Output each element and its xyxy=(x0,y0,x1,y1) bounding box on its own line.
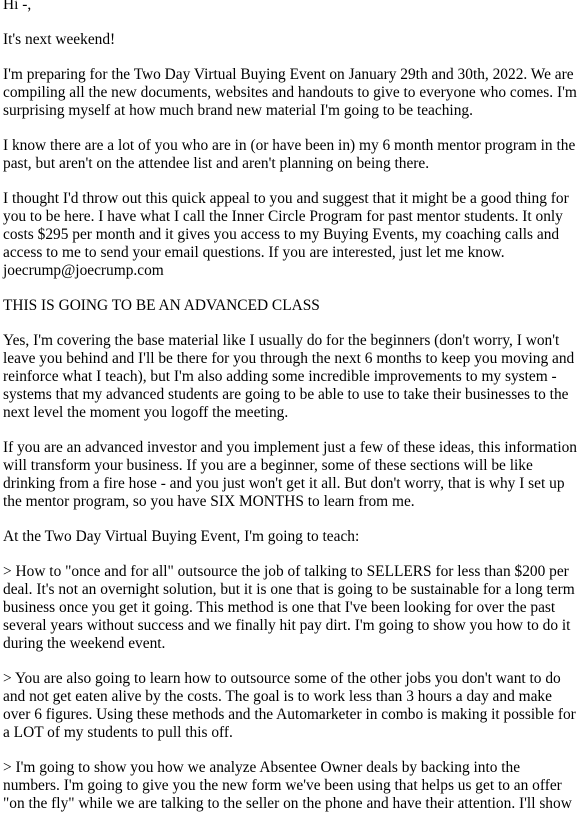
base-material-paragraph: Yes, I'm covering the base material like I usually do for the beginners (don't worry, I won't leave you behind and I'll be there for you through the next 6 months to keep you moving and reinforce what I teach), but I'm also adding some incredible improvements to my system - systems that my advanced students are going to be able to use to take their businesses to the next level the moment you logoff the meeting. xyxy=(3,332,575,421)
opener-line: It's next weekend! xyxy=(3,31,116,48)
transform-paragraph: If you are an advanced investor and you implement just a few of these ideas, this information will transform your business. If you are a beginner, some of these sections will be like drinking from a fire hose - and you just won't get it all. But don't worry, that is why I set up the mentor program, so you have SIX MONTHS to learn from me. xyxy=(3,439,577,510)
point-outsource-sellers: > How to "once and for all" outsource the job of talking to SELLERS for less than $200 per deal. It's not an overnight solution, but it is one that is going to be sustainable for a long term business once you get it going. This method is one that I've been looking for over the past several years without success and we finally hit pay dirt. I'm going to show you how to do it during the weekend event. xyxy=(3,563,575,652)
point-absentee-owner: > I'm going to show you how we analyze Absentee Owner deals by backing into the numbers. I'm going to give you the new form we've been using that helps us get to an offer "on the fly" while we are talking to the seller on the phone and have their attention. I'll show xyxy=(3,759,572,812)
appeal-paragraph: I thought I'd throw out this quick appeal to you and suggest that it might be a good thing for you to be here. I have what I call the Inner Circle Program for past mentor students. It only costs $295 per month and it gives you access to my Buying Events, my coaching calls and access to me to send your email questions. If you are interested, just let me know. joecrump@joecrump.com xyxy=(3,190,569,279)
teach-intro: At the Two Day Virtual Buying Event, I'm going to teach: xyxy=(3,528,360,545)
greeting: Hi -, xyxy=(3,0,32,13)
mentor-paragraph: I know there are a lot of you who are in (or have been in) my 6 month mentor program in the past, but aren't on the attendee list and aren't planning on being there. xyxy=(3,137,576,172)
point-outsource-jobs: > You are also going to learn how to outsource some of the other jobs you don't want to do and not get eaten alive by the costs. The goal is to work less than 3 hours a day and make over 6 figures. Using these methods and the Automarketer in combo is making it possible for a LOT of my students to pull this off. xyxy=(3,670,576,741)
email-body xyxy=(3,0,577,830)
preparing-paragraph: I'm preparing for the Two Day Virtual Buying Event on January 29th and 30th, 2022. We are compiling all the new documents, websites and handouts to give to everyone who comes. I'm surprising myself at how much brand new material I'm going to be teaching. xyxy=(3,66,577,119)
advanced-class-heading: THIS IS GOING TO BE AN ADVANCED CLASS xyxy=(3,297,320,314)
